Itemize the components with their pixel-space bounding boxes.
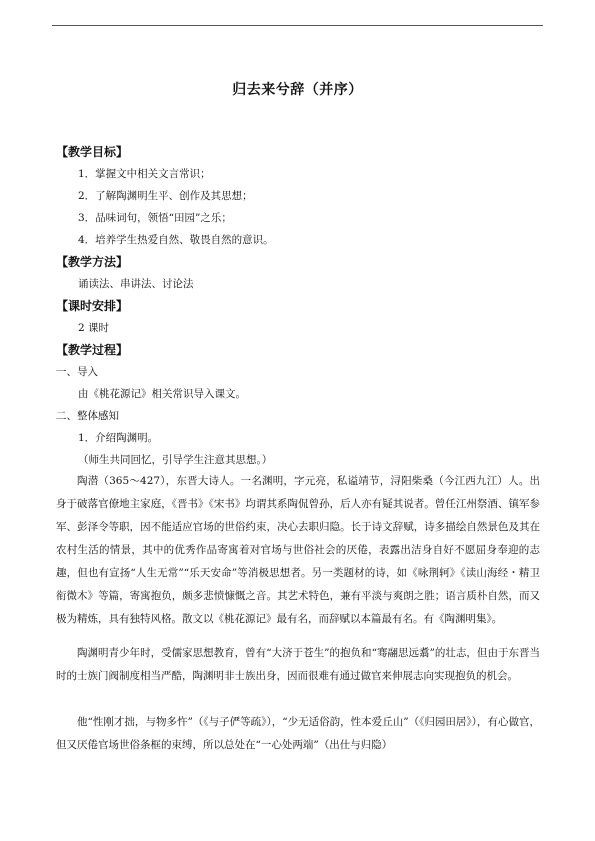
goal-item-4: 4．培养学生热爱自然、敬畏自然的意识。: [78, 234, 274, 246]
goal-item-3: 3．品味词句，领悟“田园”之乐；: [78, 212, 232, 224]
page-title: 归去来兮辞（并序）: [232, 82, 363, 98]
heading-teaching-goals: 【教学目标】: [56, 145, 129, 159]
process-part1-text: 由《桃花源记》相关常识导入课文。: [78, 388, 246, 400]
process-part1-label: 一、导入: [56, 366, 98, 378]
heading-teaching-methods: 【教学方法】: [56, 255, 129, 269]
schedule-text: 2 课时: [78, 322, 110, 334]
process-sub1-label: 1．介绍陶渊明。: [78, 432, 159, 444]
goal-item-1: 1．掌握文中相关文言常识；: [78, 168, 211, 180]
paragraph-youth: 陶渊明青少年时，受儒家思想教育，曾有“大济于苍生”的抱负和“骞翮思远翥”的壮志，但由于东晋当时的士族门阀制度相当严酷，陶渊明非士族出身，因而很难有通过做官来伸展志向实现抱负的机会。: [56, 647, 540, 682]
page-header-rule: [52, 25, 543, 26]
goal-item-2: 2．了解陶渊明生平、创作及其思想；: [78, 190, 253, 202]
process-part2-label: 二、整体感知: [56, 410, 119, 422]
methods-text: 诵读法、串讲法、讨论法: [78, 278, 194, 290]
paragraph-biography: 陶潜（365～427），东晋大诗人。一名渊明，字元亮，私谥靖节，浔阳柴桑（今江西九江）人。出身于破落官僚地主家庭，《晋书》《宋书》均谓其系陶侃曾孙，后人亦有疑其说者。曾任江州祭酒、镇军参军、彭泽令等职，因不能适应官场的世俗约束，决心去职归隐。长于诗文辞赋，诗多描绘自然景色及其在农村生活的情景，其中的优秀作品寄寓着对官场与世俗社会的厌倦，表露出洁身自好不愿屈身奉迎的志趣，但也有宣扬“人生无常”“乐天安命”等消极思想者。另一类题材的诗，如《咏荆轲》《读山海经・精卫衔微木》等篇，寄寓抱负，颇多悲愤慷慨之音。其艺术特色，兼有平淡与爽朗之胜；语言质朴自然，而又极为精炼，具有独特风格。散文以《桃花源记》最有名，而辞赋以本篇最有名。有《陶渊明集》。: [56, 475, 540, 625]
heading-teaching-process: 【教学过程】: [56, 343, 129, 357]
process-sub1-note: （师生共同回忆，引导学生注意其思想。）: [78, 454, 273, 466]
paragraph-character: 他“性刚才拙，与物多忤”（《与子俨等疏》），“少无适俗韵，性本爱丘山”（《归园田居》），有心做官，但又厌倦官场世俗条框的束缚，所以总处在“一心处两端”（出仕与归隐）: [56, 716, 540, 751]
heading-schedule: 【课时安排】: [56, 299, 129, 313]
